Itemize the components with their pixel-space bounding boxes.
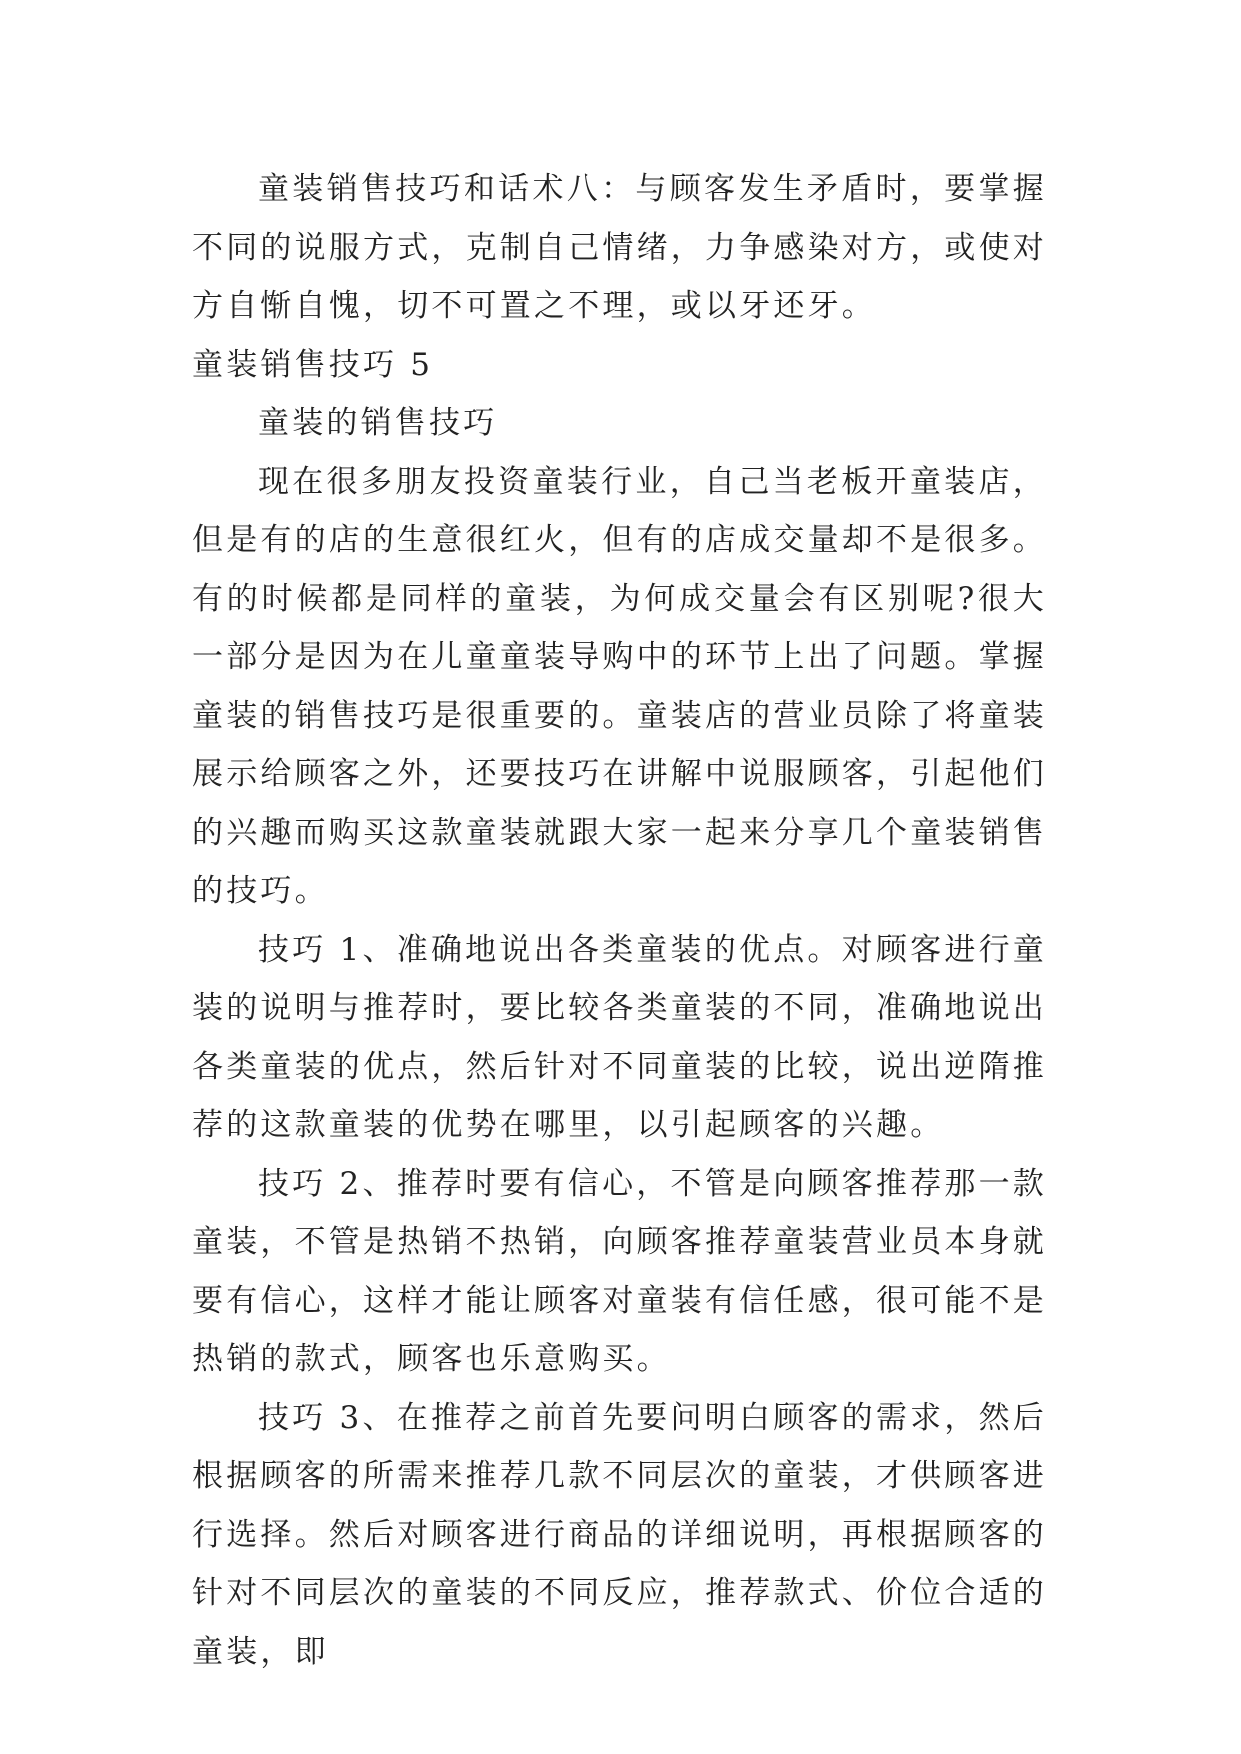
paragraph-tip-2: 技巧 2、推荐时要有信心，不管是向顾客推荐那一款童装，不管是热销不热销，向顾客推荐童装营业员本身就要有信心，这样才能让顾客对童装有信任感，很可能不是热销的款式，顾客也乐意购买。: [192, 1165, 1047, 1377]
paragraph-tip-8: 童装销售技巧和话术八：与顾客发生矛盾时，要掌握不同的说服方式，克制自己情绪，力争感染对方，或使对方自惭自愧，切不可置之不理，或以牙还牙。: [192, 171, 1047, 324]
subheading: 童装的销售技巧: [258, 405, 498, 441]
paragraph-tip-1: 技巧 1、准确地说出各类童装的优点。对顾客进行童装的说明与推荐时，要比较各类童装的不同，准确地说出各类童装的优点，然后针对不同童装的比较，说出逆隋推荐的这款童装的优势在哪里，以引起顾客的兴趣。: [192, 931, 1047, 1143]
document-body: [192, 160, 1047, 1681]
paragraph-intro: 现在很多朋友投资童装行业，自己当老板开童装店，但是有的店的生意很红火，但有的店成交量却不是很多。有的时候都是同样的童装，为何成交量会有区别呢?很大一部分是因为在儿童童装导购中的环节上出了问题。掌握童装的销售技巧是很重要的。童装店的营业员除了将童装展示给顾客之外，还要技巧在讲解中说服顾客，引起他们的兴趣而购买这款童装就跟大家一起来分享几个童装销售的技巧。: [192, 463, 1047, 909]
section-heading: 童装销售技巧 5: [192, 346, 434, 383]
paragraph-tip-3: 技巧 3、在推荐之前首先要问明白顾客的需求，然后根据顾客的所需来推荐几款不同层次的童装，才供顾客进行选择。然后对顾客进行商品的详细说明，再根据顾客的针对不同层次的童装的不同反应，推荐款式、价位合适的童装，即: [192, 1399, 1047, 1670]
